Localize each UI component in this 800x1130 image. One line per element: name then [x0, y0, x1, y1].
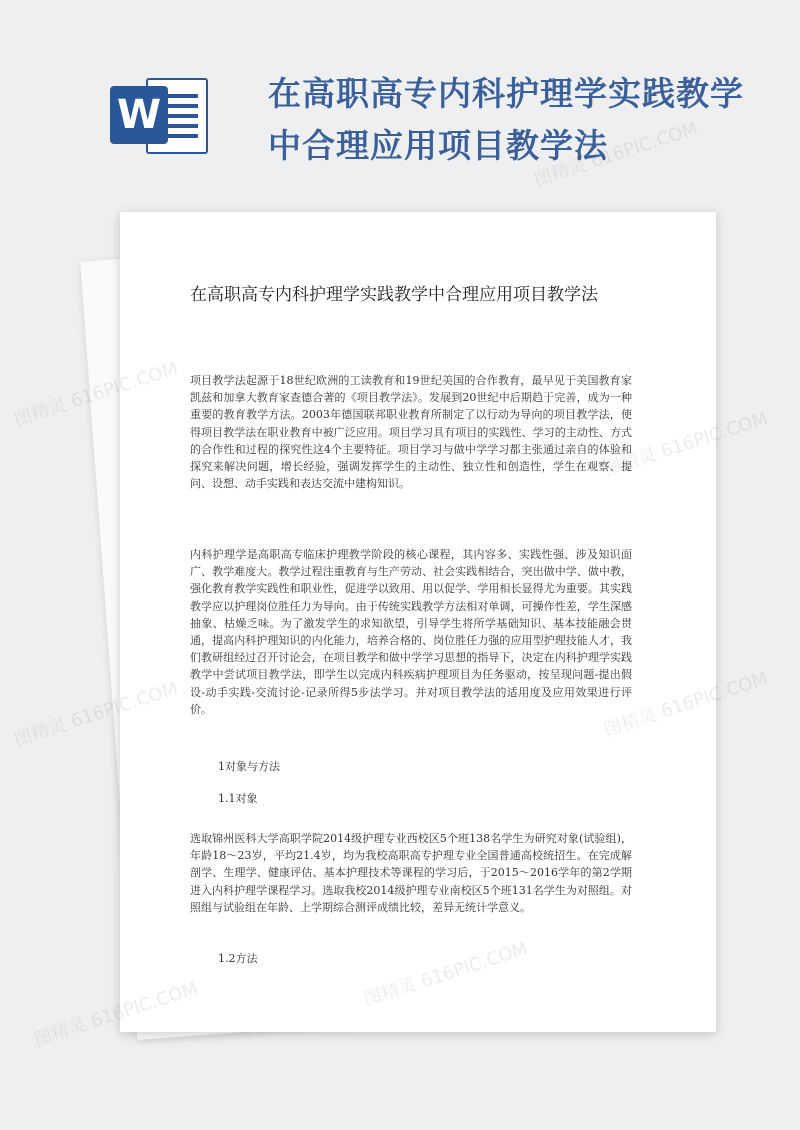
watermark-text: 图精灵 616PIC.COM: [11, 678, 181, 751]
subsection-heading: 1.2方法: [218, 952, 258, 965]
watermark-text: 图精灵: [11, 394, 70, 431]
subsection-heading: 1.1对象: [218, 792, 258, 805]
document-title: 在高职高专内科护理学实践教学中合理应用项目教学法: [190, 285, 598, 305]
paragraph-intro: 项目教学法起源于18世纪欧洲的工读教育和19世纪美国的合作教育，最早见于美国教育家凯兹和加拿大教育家查德合著的《项目教学法》。发展到20世纪中后期趋于完善，成为一种重要的教育教学方法。2003年德国联邦职业教育所制定了以行动为导向的项目教学法，使得项目教学法在职业教育中被广泛应用。项目学习具有项目的实践性、学习的主动性、方式的合作性和过程的探究性这4个主要特征。项目学习与做中学学习都主张通过亲自的体验和探究来解决问题，增长经验，强调发挥学生的主动性、独立性和创造性，学生在观察、提问、设想、动手实践和表达交流中建构知识。: [190, 374, 632, 491]
paragraph-background: 内科护理学是高职高专临床护理教学阶段的核心课程，其内容多、实践性强、涉及知识面广、教学难度大。教学过程注重教育与生产劳动、社会实践相结合，突出做中学、做中教，强化教育教学实践性和职业性，促进学以致用、用以促学、学用相长显得尤为重要。其实践教学应以护理岗位胜任力为导向。由于传统实践教学方法相对单调，可操作性差，学生深感抽象、枯燥乏味。为了激发学生的求知欲望，引导学生将所学基础知识、基本技能融会贯通，提高内科护理知识的内化能力，培养合格的、岗位胜任力强的应用型护理技能人才，我们教研组经过召开讨论会，在项目教学和做中学学习思想的指导下，决定在内科护理学实践教学中尝试项目教学法，即学生以完成内科疾病护理项目为任务驱动，按呈现问题-提出假设-动手实践-交流讨论-记录所得5步法学习。并对项目教学法的适用度及应用效果进行评价。: [190, 548, 632, 716]
paragraph-subjects: 选取锦州医科大学高职学院2014级护理专业西校区5个班138名学生为研究对象(试验组)，年龄18～23岁，平均21.4岁，均为我校高职高专护理专业全国普通高校统招生。在完成解剖学、生理学、健康评估、基本护理技术等课程的学习后，于2015～2016学年的第2学期进入内科护理学课程学习。选取我校2014级护理专业南校区5个班131名学生为对照组。对照组与试验组在年龄、上学期综合测评成绩比较，差异无统计学意义。: [190, 832, 632, 914]
word-badge: W: [110, 86, 168, 144]
section-heading: 1对象与方法: [218, 760, 280, 773]
watermark-text: 图精灵 616PIC.COM: [531, 118, 701, 191]
banner-title: 在高职高专内科护理学实践教学中合理应用项目教学法: [268, 74, 744, 165]
word-document-icon: [110, 72, 210, 158]
watermark-text: 图精灵 616PIC.COM: [31, 978, 201, 1051]
